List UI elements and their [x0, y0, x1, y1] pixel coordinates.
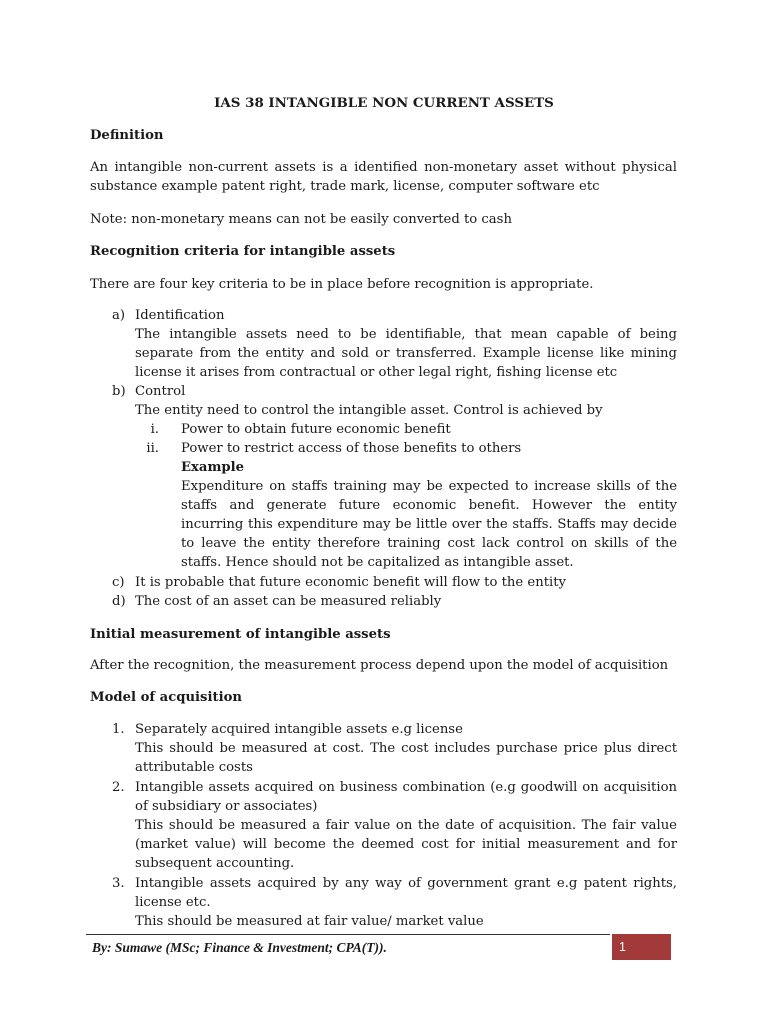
- definition-text: An intangible non-current assets is a identified non-monetary asset without physical substance example patent right, trade mark, license, computer software etc: [90, 160, 677, 194]
- criteria-title: Identification: [135, 308, 225, 323]
- list-marker: b): [112, 384, 126, 399]
- page-number: 1: [612, 934, 671, 960]
- list-marker: 3.: [112, 876, 125, 891]
- list-marker: 2.: [112, 780, 125, 795]
- footer-author: By: Sumawe (MSc; Finance & Investment; CPA(T)).: [92, 940, 387, 955]
- list-marker: c): [112, 575, 125, 590]
- model-item-text: This should be measured at fair value/ market value: [135, 914, 484, 929]
- control-point-text: Power to obtain future economic benefit: [181, 422, 451, 437]
- recognition-intro: There are four key criteria to be in place before recognition is appropriate.: [90, 277, 594, 292]
- footer-divider: [86, 934, 610, 935]
- list-marker: d): [112, 594, 126, 609]
- list-marker: ii.: [146, 441, 159, 456]
- initial-heading: Initial measurement of intangible assets: [90, 627, 391, 642]
- criteria-title: The cost of an asset can be measured reliably: [135, 594, 442, 609]
- list-marker: a): [112, 308, 126, 323]
- model-item-title: Intangible assets acquired on business combination (e.g goodwill on acquisition of subsidiary or associates): [135, 780, 677, 814]
- example-heading: Example: [181, 460, 245, 475]
- criteria-text: The entity need to control the intangible asset. Control is achieved by: [135, 403, 603, 418]
- criteria-title: Control: [135, 384, 186, 399]
- example-text: Expenditure on staffs training may be expected to increase skills of the staffs and generate future economic benefit. However the entity incurring this expenditure may be little over the staffs. Staffs may decide to leave the entity therefore training cost lack control on skills of the staffs. Hence should not be capitalized as intangible asset.: [181, 479, 677, 570]
- model-item-text: This should be measured at cost. The cost includes purchase price plus direct attributable costs: [135, 741, 677, 775]
- criteria-title: It is probable that future economic benefit will flow to the entity: [135, 575, 566, 590]
- model-item-title: Separately acquired intangible assets e.g license: [135, 722, 463, 737]
- list-marker: 1.: [112, 722, 125, 737]
- model-heading: Model of acquisition: [90, 690, 242, 705]
- model-item-title: Intangible assets acquired by any way of government grant e.g patent rights, license etc.: [135, 876, 677, 910]
- initial-text: After the recognition, the measurement process depend upon the model of acquisition: [90, 658, 669, 673]
- criteria-text: The intangible assets need to be identifiable, that mean capable of being separate from the entity and sold or transferred. Example license like mining license it arises from contractual or other legal right, fishing license etc: [135, 327, 677, 380]
- definition-heading: Definition: [90, 128, 164, 143]
- page-title: IAS 38 INTANGIBLE NON CURRENT ASSETS: [214, 95, 554, 111]
- list-marker: i.: [150, 422, 159, 437]
- control-point-text: Power to restrict access of those benefits to others: [181, 441, 522, 456]
- definition-note: Note: non-monetary means can not be easily converted to cash: [90, 212, 512, 227]
- model-item-text: This should be measured a fair value on the date of acquisition. The fair value (market value) will become the deemed cost for initial measurement and for subsequent accounting.: [135, 818, 677, 871]
- recognition-heading: Recognition criteria for intangible assets: [90, 244, 396, 259]
